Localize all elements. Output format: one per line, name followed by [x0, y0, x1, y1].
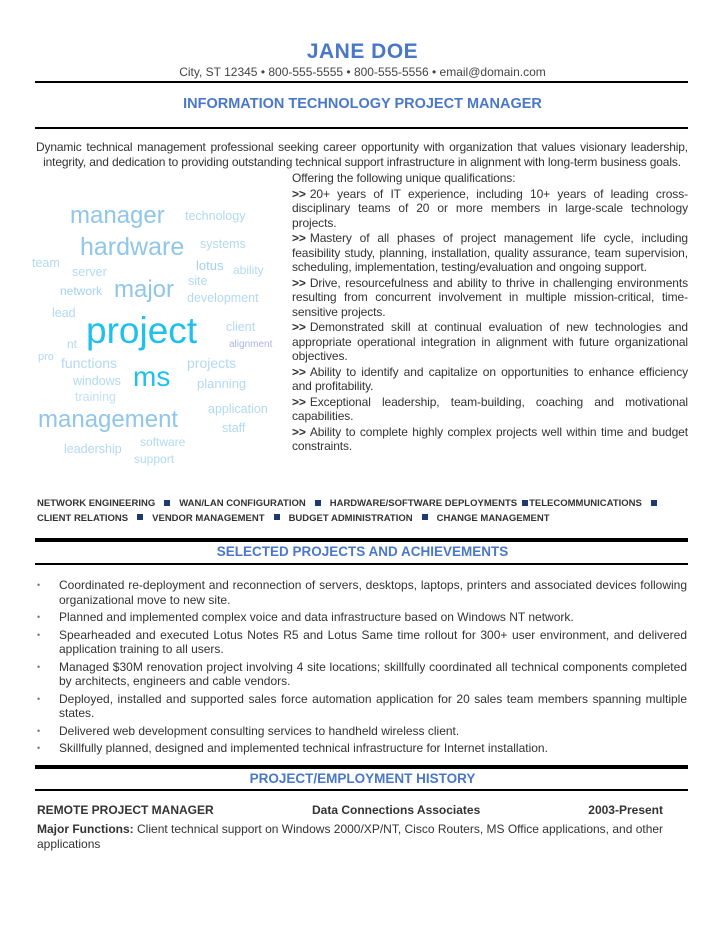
cloud-word: training	[75, 390, 116, 404]
cloud-word: manager	[70, 202, 165, 229]
cloud-word: client	[226, 320, 256, 334]
arrow-marker-icon: >>	[292, 275, 306, 290]
bullet-icon: •	[37, 629, 41, 640]
square-bullet-icon	[315, 500, 321, 506]
achievements-heading: SELECTED PROJECTS AND ACHIEVEMENTS	[216, 544, 509, 559]
section-thick-divider	[35, 538, 688, 542]
cloud-word: application	[208, 402, 268, 416]
cloud-word: ability	[233, 263, 264, 277]
cloud-word: major	[114, 276, 175, 303]
qualification-text: Mastery of all phases of project management life cycle, including feasibility study, planning, installation, quality assurance, team supervision, scheduling, implementation, testing/evaluation and ongoing support.	[292, 231, 688, 274]
achievement-item	[37, 741, 687, 756]
job-title: INFORMATION TECHNOLOGY PROJECT MANAGER	[183, 96, 542, 112]
cloud-word: functions	[61, 355, 118, 371]
section-thin-divider	[35, 789, 688, 791]
arrow-marker-icon: >>	[292, 231, 306, 245]
cloud-word: project	[86, 310, 198, 351]
core-skills	[37, 497, 697, 526]
skill-item: VENDOR MANAGEMENT	[152, 512, 265, 524]
achievement-item	[37, 610, 687, 625]
qualification-item	[292, 320, 688, 364]
qualification-item	[292, 395, 688, 424]
achievement-item	[37, 724, 687, 739]
cloud-word: pro	[38, 351, 54, 363]
achievement-text: Managed $30M renovation project involving 4 site locations; skillfully coordinated all technical components completed by architects, engineers and cable vendors.	[59, 659, 687, 688]
cloud-word: management	[38, 406, 179, 433]
skill-item: HARDWARE/SOFTWARE DEPLOYMENTS	[329, 498, 518, 509]
qualifications-intro: Offering the following unique qualifications:	[292, 171, 516, 185]
functions-text: Client technical support on Windows 2000/XP/NT, Cisco Routers, MS Office applications, and other applications	[37, 822, 664, 851]
cloud-word: hardware	[80, 233, 185, 261]
title-divider	[35, 127, 688, 129]
job-dates: 2003-Present	[588, 803, 663, 817]
achievement-text: Spearheaded and executed Lotus Notes R5 and Lotus Same time rollout for 300+ user environment, and delivered application training to all users.	[59, 627, 687, 656]
contact-info: City, ST 12345 • 800-555-5555 • 800-555-5556 • email@domain.com	[179, 65, 546, 79]
candidate-name: JANE DOE	[306, 40, 419, 63]
bullet-icon: •	[37, 725, 41, 736]
cloud-word: leadership	[64, 442, 122, 456]
cloud-word: alignment	[229, 339, 273, 350]
bullet-icon: •	[37, 580, 41, 590]
bullet-icon: •	[37, 693, 41, 704]
job-entry-header	[37, 803, 663, 818]
arrow-marker-icon: >>	[292, 320, 306, 334]
achievement-text: Deployed, installed and supported sales force automation application for 20 sales team members spanning multiple states.	[59, 691, 687, 720]
achievement-text: Planned and implemented complex voice and data infrastructure based on Windows NT network.	[59, 610, 574, 624]
qualification-text: 20+ years of IT experience, including 10+ years of leading cross-disciplinary teams of 20 or more members in large-scale technology projects.	[292, 186, 688, 230]
header-divider	[35, 81, 688, 83]
profile-summary: Dynamic technical management professional seeking career opportunity with organization that values visionary leadership, integrity, and dedication to providing outstanding technical support infrastructure in alignment with long-term business goals.	[36, 140, 688, 169]
achievements-list	[37, 578, 687, 759]
skill-item: CLIENT RELATIONS	[37, 512, 129, 524]
section-thick-divider	[35, 765, 688, 769]
cloud-word: software	[140, 435, 186, 449]
square-bullet-icon	[274, 514, 280, 520]
bullet-icon: •	[37, 661, 41, 672]
skill-item: NETWORK ENGINEERING	[37, 498, 156, 509]
achievement-item	[37, 692, 687, 721]
qualification-item	[292, 365, 688, 394]
cloud-word: team	[32, 256, 60, 270]
skill-item: BUDGET ADMINISTRATION	[288, 512, 413, 524]
qualification-item	[292, 425, 688, 454]
qualification-item	[292, 231, 688, 275]
achievement-item	[37, 628, 687, 657]
square-bullet-icon	[164, 500, 170, 506]
job-functions	[37, 822, 677, 851]
qualification-text: Ability to complete highly complex projects well within time and budget constraints.	[292, 424, 688, 453]
history-heading: PROJECT/EMPLOYMENT HISTORY	[249, 771, 476, 786]
achievement-text: Coordinated re-deployment and reconnection of servers, desktops, laptops, printers and associated devices following organizational move to new site.	[59, 578, 687, 607]
square-bullet-icon	[651, 500, 657, 506]
arrow-marker-icon: >>	[292, 394, 306, 409]
bullet-icon: •	[37, 743, 41, 753]
qualifications	[292, 171, 688, 455]
arrow-marker-icon: >>	[292, 364, 306, 379]
skill-item: CHANGE MANAGEMENT	[436, 512, 550, 524]
cloud-word: server	[72, 265, 107, 279]
qualification-item	[292, 187, 688, 231]
bullet-icon: •	[37, 612, 41, 622]
skill-item: TELECOMMUNICATIONS	[529, 498, 642, 509]
qualification-item	[292, 276, 688, 320]
cloud-word: windows	[73, 374, 121, 388]
job-company: Data Connections Associates	[312, 803, 481, 817]
cloud-word: lotus	[196, 258, 224, 273]
qualification-text: Drive, resourcefulness and ability to thrive in challenging environments resulting from concurrent involvement in multiple mission-critical, time-sensitive projects.	[292, 275, 688, 319]
achievement-text: Delivered web development consulting services to handheld wireless client.	[59, 723, 460, 738]
cloud-word: support	[134, 452, 175, 466]
achievement-item	[37, 578, 687, 607]
square-bullet-icon	[522, 500, 528, 506]
cloud-word: planning	[197, 376, 247, 391]
cloud-word: lead	[52, 306, 76, 320]
cloud-word: site	[188, 274, 208, 288]
achievement-text: Skillfully planned, designed and implemented technical infrastructure for Internet installation.	[59, 741, 548, 755]
section-thin-divider	[35, 563, 688, 565]
cloud-word: technology	[185, 209, 246, 223]
arrow-marker-icon: >>	[292, 424, 306, 439]
achievement-item	[37, 660, 687, 689]
cloud-word: network	[60, 284, 103, 298]
qualification-text: Ability to identify and capitalize on opportunities to enhance efficiency and profitability.	[292, 364, 688, 393]
square-bullet-icon	[137, 514, 143, 520]
skills-row	[37, 512, 697, 527]
cloud-word: development	[187, 291, 259, 305]
qualification-text: Demonstrated skill at continual evaluation of new technologies and appropriate operational integration in alignment with future organizational objectives.	[292, 320, 688, 363]
functions-label: Major Functions:	[37, 822, 134, 836]
square-bullet-icon	[422, 514, 428, 520]
skill-item: WAN/LAN CONFIGURATION	[179, 498, 306, 509]
cloud-word: systems	[200, 237, 246, 251]
cloud-word: staff	[222, 421, 246, 435]
cloud-word: ms	[133, 361, 171, 392]
arrow-marker-icon: >>	[292, 186, 306, 201]
cloud-word: projects	[187, 355, 237, 371]
keyword-cloud	[30, 195, 288, 475]
cloud-word: nt	[67, 337, 78, 351]
qualification-text: Exceptional leadership, team-building, coaching and motivational capabilities.	[292, 394, 688, 423]
job-role: REMOTE PROJECT MANAGER	[37, 803, 214, 817]
skills-row	[37, 497, 697, 512]
